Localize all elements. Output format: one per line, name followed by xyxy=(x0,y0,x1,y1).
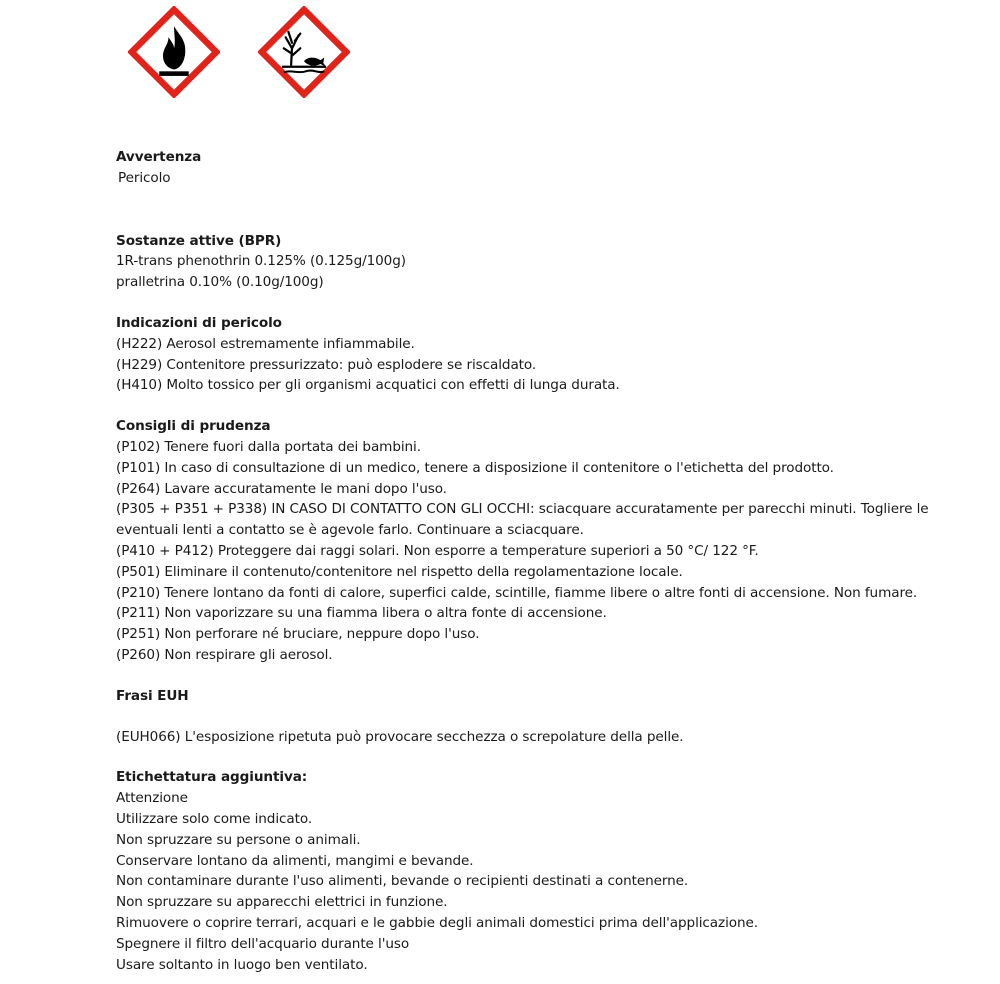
euh-line: (EUH066) L'esposizione ripetuta può provocare secchezza o screpolature della pelle. xyxy=(116,728,684,745)
environment-icon xyxy=(258,6,350,98)
active-substance-line: pralletrina 0.10% (0.10g/100g) xyxy=(116,274,324,291)
precaution-line: (P102) Tenere fuori dalla portata dei bambini. xyxy=(116,438,421,455)
hazard-heading: Indicazioni di pericolo xyxy=(116,314,282,331)
precaution-line: (P501) Eliminare il contenuto/contenitore nel rispetto della regolamentazione locale. xyxy=(116,563,683,580)
precaution-line: (P251) Non perforare né bruciare, neppure dopo l'uso. xyxy=(116,626,480,643)
active-substances-heading: Sostanze attive (BPR) xyxy=(116,232,282,249)
ghs-pictograms xyxy=(128,6,350,98)
hazard-line: (H222) Aerosol estremamente infiammabile. xyxy=(116,335,415,352)
additional-line: Utilizzare solo come indicato. xyxy=(116,810,313,827)
additional-line: Conservare lontano da alimenti, mangimi e bevande. xyxy=(116,852,474,869)
precaution-line: (P264) Lavare accuratamente le mani dopo l'uso. xyxy=(116,480,447,497)
active-substance-line: 1R-trans phenothrin 0.125% (0.125g/100g) xyxy=(116,253,406,270)
precaution-line: (P211) Non vaporizzare su una fiamma libera o altra fonte di accensione. xyxy=(116,605,607,622)
precaution-heading: Consigli di prudenza xyxy=(116,418,271,435)
additional-line: Non contaminare durante l'uso alimenti, bevande o recipienti destinati a contenerne. xyxy=(116,873,689,890)
additional-line: Spegnere il filtro dell'acquario durante l'uso xyxy=(116,935,410,952)
warning-value: Pericolo xyxy=(118,169,171,186)
additional-heading: Etichettatura aggiuntiva: xyxy=(116,769,308,786)
precaution-line: (P260) Non respirare gli aerosol. xyxy=(116,646,333,663)
label-text xyxy=(116,147,940,975)
additional-line: Usare soltanto in luogo ben ventilato. xyxy=(116,956,368,973)
warning-heading: Avvertenza xyxy=(116,149,202,165)
precaution-line: (P305 + P351 + P338) IN CASO DI CONTATTO CON GLI OCCHI: sciacquare accuratamente per parecchi minuti. Togliere le eventuali lenti a contatto se è agevole farlo. Continuare a sciacquare. xyxy=(116,501,929,539)
hazard-line: (H410) Molto tossico per gli organismi acquatici con effetti di lunga durata. xyxy=(116,377,620,394)
hazard-line: (H229) Contenitore pressurizzato: può esplodere se riscaldato. xyxy=(116,356,537,373)
flame-icon xyxy=(128,6,220,98)
additional-line: Non spruzzare su apparecchi elettrici in funzione. xyxy=(116,894,448,911)
additional-line: Attenzione xyxy=(116,790,188,807)
additional-line: Non spruzzare su persone o animali. xyxy=(116,831,361,848)
euh-heading: Frasi EUH xyxy=(116,687,189,704)
precaution-line: (P210) Tenere lontano da fonti di calore, superfici calde, scintille, fiamme libere o altre fonti di accensione. Non fumare. xyxy=(116,584,918,601)
additional-line: Rimuovere o coprire terrari, acquari e le gabbie degli animali domestici prima dell'applicazione. xyxy=(116,914,758,931)
precaution-line: (P410 + P412) Proteggere dai raggi solari. Non esporre a temperature superiori a 50 °C/ 122 °F. xyxy=(116,542,759,559)
precaution-line: (P101) In caso di consultazione di un medico, tenere a disposizione il contenitore o l'etichetta del prodotto. xyxy=(116,459,834,476)
